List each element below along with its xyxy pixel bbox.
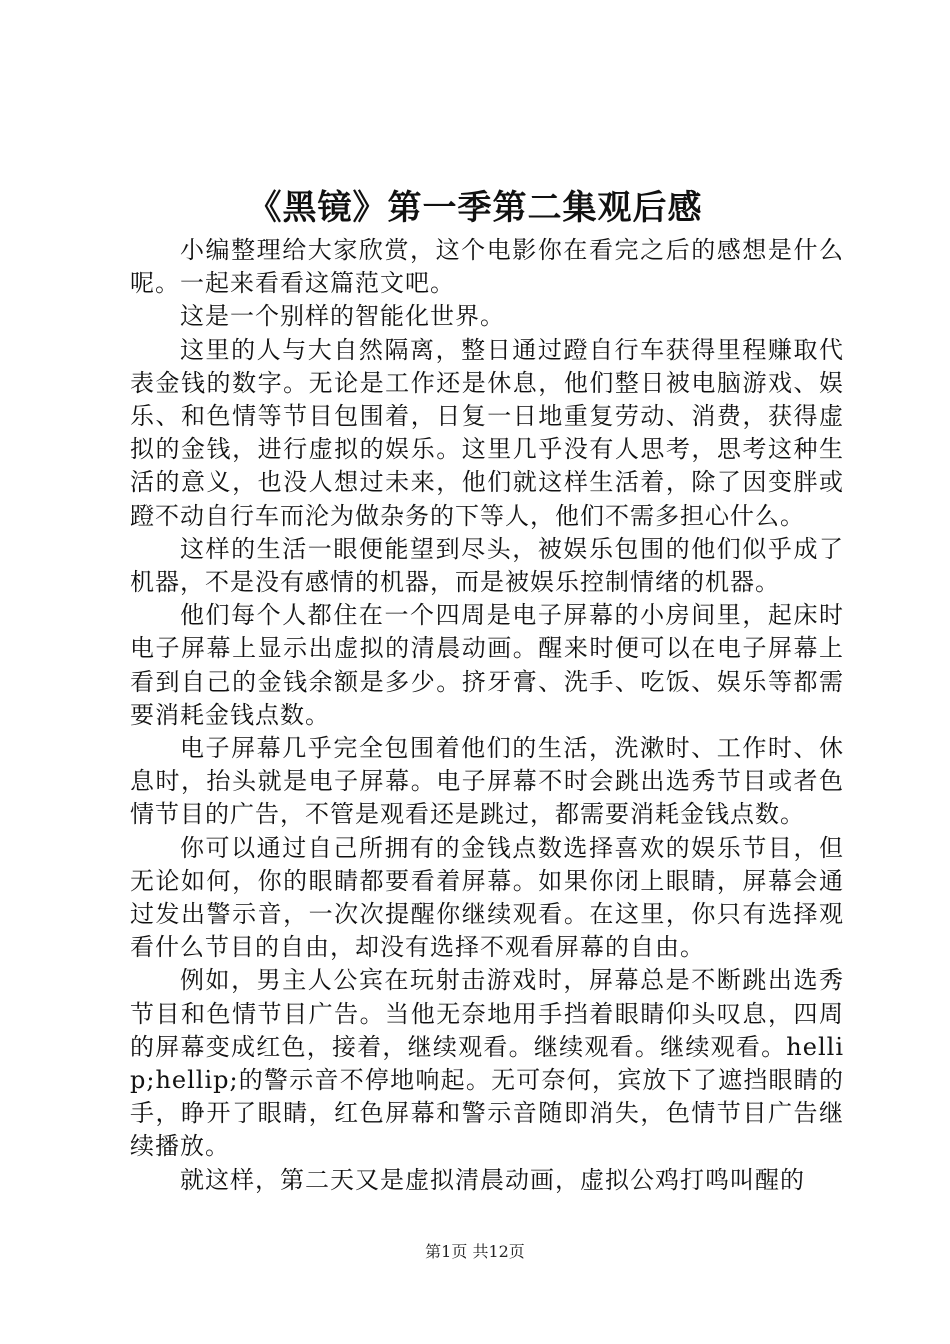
paragraph: 这里的人与大自然隔离，整日通过蹬自行车获得里程赚取代表金钱的数字。无论是工作还是休息，他们整日被电脑游戏、娱乐、和色情等节目包围着，日复一日地重复劳动、消费，获得虚拟的金钱，进行虚拟的娱乐。这里几乎没有人思考，思考这种生活的意义，也没人想过未来，他们就这样生活着，除了因变胖或蹬不动自行车而沦为做杂务的下等人，他们不需多担心什么。 — [130, 335, 844, 530]
paragraph: 就这样，第二天又是虚拟清晨动画，虚拟公鸡打鸣叫醒的 — [180, 1165, 805, 1194]
paragraph: 这样的生活一眼便能望到尽头，被娱乐包围的他们似乎成了机器，不是没有感情的机器，而是被娱乐控制情绪的机器。 — [130, 534, 844, 597]
paragraph: 小编整理给大家欣赏，这个电影你在看完之后的感想是什么呢。一起来看看这篇范文吧。 — [130, 236, 844, 298]
paragraph: 这是一个别样的智能化世界。 — [180, 302, 505, 331]
paragraph: 电子屏幕几乎完全包围着他们的生活，洗漱时、工作时、休息时，抬头就是电子屏幕。电子屏幕不时会跳出选秀节目或者色情节目的广告，不管是观看还是跳过，都需要消耗金钱点数。 — [130, 734, 844, 829]
document-body — [130, 234, 844, 1197]
paragraph: 你可以通过自己所拥有的金钱点数选择喜欢的娱乐节目，但无论如何，你的眼睛都要看着屏幕。如果你闭上眼睛，屏幕会通过发出警示音，一次次提醒你继续观看。在这里，你只有选择观看什么节目的自由，却没有选择不观看屏幕的自由。 — [130, 833, 844, 962]
document-title: 《黑镜》第一季第二集观后感 — [247, 188, 703, 228]
paragraph: 例如，男主人公宾在玩射击游戏时，屏幕总是不断跳出选秀节目和色情节目广告。当他无奈地用手挡着眼睛仰头叹息，四周的屏幕变成红色，接着，继续观看。继续观看。继续观看。hellip;hellip;的警示音不停地响起。无可奈何，宾放下了遮挡眼睛的手，睁开了眼睛，红色屏幕和警示音随即消失，色情节目广告继续播放。 — [130, 966, 844, 1161]
paragraph: 他们每个人都住在一个四周是电子屏幕的小房间里，起床时电子屏幕上显示出虚拟的清晨动画。醒来时便可以在电子屏幕上看到自己的金钱余额是多少。挤牙膏、洗手、吃饭、娱乐等都需要消耗金钱点数。 — [130, 601, 844, 729]
page-number-footer: 第1页 共12页 — [425, 1242, 525, 1261]
